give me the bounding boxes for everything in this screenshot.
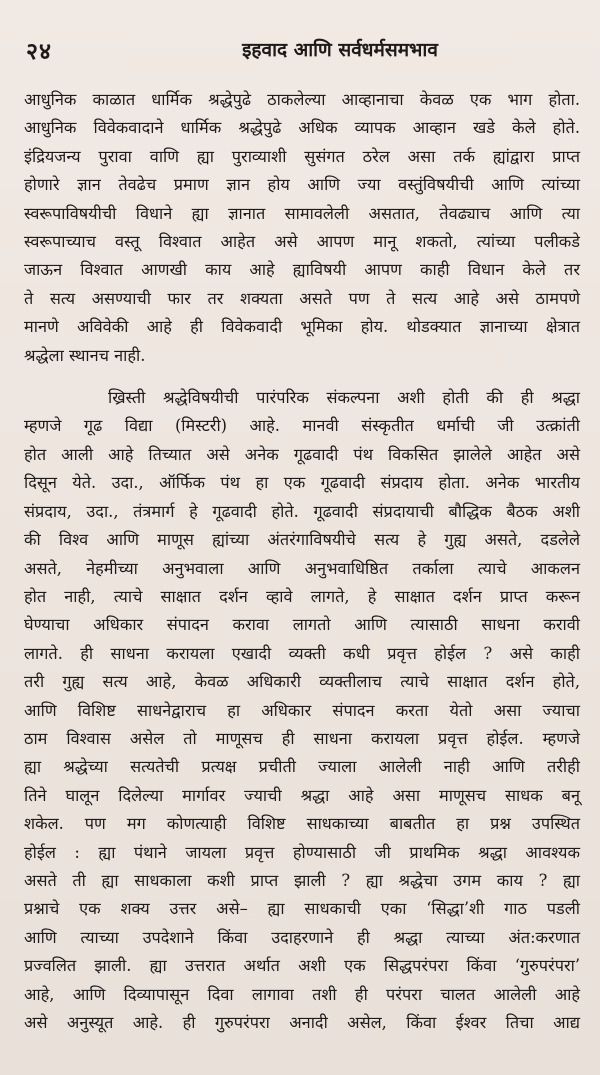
running-title: इहवाद आणि सर्वधर्मसमभाव [242, 39, 438, 61]
text-line: श्रद्धेला स्थानच नाही. [24, 345, 146, 365]
text-line: संप्रदाय, उदा., तंत्रमार्ग हे गूढवादी होते. गूढवादी संप्रदायाची बौद्धिक बैठक अशी [24, 501, 580, 521]
text-line: ते सत्य असण्याची फार तर शक्यता असते पण ते सत्य आहे असे ठामपणे [24, 288, 580, 308]
text-line: असते ती ह्या साधकाला कशी प्राप्त झाली ? ह्या श्रद्धेचा उगम काय ? ह्या [24, 870, 580, 890]
text-line: इंद्रियजन्य पुरावा वाणि ह्या पुराव्याशी सुसंगत ठरेल असा तर्क ह्यांद्वारा प्राप्त [24, 146, 580, 166]
paragraph-2 [24, 384, 580, 1037]
text-line: स्वरूपाच्याच वस्तू विश्वात आहेत असे आपण मानू शकतो, त्यांच्या पलीकडे [24, 232, 580, 252]
text-line: घेण्याचा अधिकार संपादन करावा लागतो आणि त्यासाठी साधना करावी [24, 615, 580, 635]
text-line: मानणे अविवेकी आहे ही विवेकवादी भूमिका होय. थोडक्यात ज्ञानाच्या क्षेत्रात [24, 317, 580, 337]
paragraph-1 [24, 86, 580, 370]
text-line: शकेल. पण मग कोणत्याही विशिष्ट साधकाच्या बाबतीत हा प्रश्न उपस्थित [24, 814, 580, 834]
text-line: ह्या श्रद्धेच्या सत्यतेची प्रत्यक्ष प्रचीती ज्याला आलेली नाही आणि तरीही [24, 757, 580, 777]
page-body [24, 86, 580, 1037]
text-line: होईल : ह्या पंथाने जायला प्रवृत्त होण्यासाठी जी प्राथमिक श्रद्धा आवश्यक [24, 842, 580, 862]
text-line: आहे, आणि दिव्यापासून दिवा लागावा तशी ही परंपरा चालत आलेली आहे [24, 984, 580, 1004]
text-line: लागते. ही साधना करायला एखादी व्यक्ती कधी प्रवृत्त होईल ? असे काही [24, 643, 580, 663]
text-line: प्रश्नाचे एक शक्य उत्तर असे– ह्या साधकाची एका ‘सिद्धा’शी गाठ पडली [24, 899, 580, 919]
text-line: म्हणजे गूढ विद्या (मिस्टरी) आहे. मानवी संस्कृतीत धर्माची जी उत्क्रांती [24, 416, 580, 436]
text-line: होणारे ज्ञान तेवढेच प्रमाण ज्ञान होय आणि ज्या वस्तुंविषयीची आणि त्यांच्या [24, 175, 580, 195]
text-line: असते, नेहमीच्या अनुभवाला आणि अनुभवाधिष्ठित तर्काला त्याचे आकलन [24, 558, 580, 578]
text-line: आणि विशिष्ट साधनेद्वाराच हा अधिकार संपादन करता येतो असा ज्याचा [24, 700, 580, 720]
text-line: तिने घालून दिलेल्या मार्गावर ज्याची श्रद्धा आहे असा माणूसच साधक बनू [24, 785, 580, 805]
text-line: आधुनिक काळात धार्मिक श्रद्धेपुढे ठाकलेल्या आव्हानाचा केवळ एक भाग होता. [24, 90, 580, 109]
text-line: आधुनिक विवेकवादाने धार्मिक श्रद्धेपुढे अधिक व्यापक आव्हान खडे केले होते. [24, 118, 580, 138]
text-line: की विश्व आणि माणूस ह्यांच्या अंतरंगाविषयीचे सत्य हे गुह्य असते, दडलेले [24, 530, 580, 550]
text-line: तरी गुह्य सत्य आहे, केवळ अधिकारी व्यक्तीलाच त्याचे साक्षात दर्शन होते, [24, 672, 580, 692]
text-line: स्वरूपाविषयीची विधाने ह्या ज्ञानात सामावलेली असतात, तेवढ्याच आणि त्या [24, 203, 580, 223]
page-header [26, 34, 574, 64]
text-line: जाऊन विश्वात आणखी काय आहे ह्याविषयी आपण काही विधान केले तर [24, 260, 580, 280]
text-line: होत नाही, त्याचे साक्षात दर्शन व्हावे लागते, हे साक्षात दर्शन प्राप्त करून [24, 586, 580, 606]
text-line: आणि त्याच्या उपदेशाने किंवा उदाहरणाने ही श्रद्धा त्याच्या अंत:करणात [24, 927, 580, 947]
text-line: प्रज्वलित झाली. ह्या उत्तरात अर्थात अशी एक सिद्धपरंपरा किंवा ‘गुरुपरंपरा’ [24, 956, 580, 976]
text-line: होत आली आहे तिच्यात असे अनेक गूढवादी पंथ विकसित झालेले आहेत असे [24, 444, 580, 464]
text-line: ख्रिस्ती श्रद्धेविषयीची पारंपरिक संकल्पना अशी होती की ही श्रद्धा [108, 388, 580, 408]
text-line: दिसून येते. उदा., ऑर्फिक पंथ हा एक गूढवादी संप्रदाय होता. अनेक भारतीय [24, 473, 580, 493]
text-line: असे अनुस्यूत आहे. ही गुरुपरंपरा अनादी असेल, किंवा ईश्वर तिचा आद्य [24, 1013, 580, 1032]
page-number: २४ [26, 38, 52, 65]
text-line: ठाम विश्वास असेल तो माणूसच ही साधना करायला प्रवृत्त होईल. म्हणजे [24, 728, 580, 748]
